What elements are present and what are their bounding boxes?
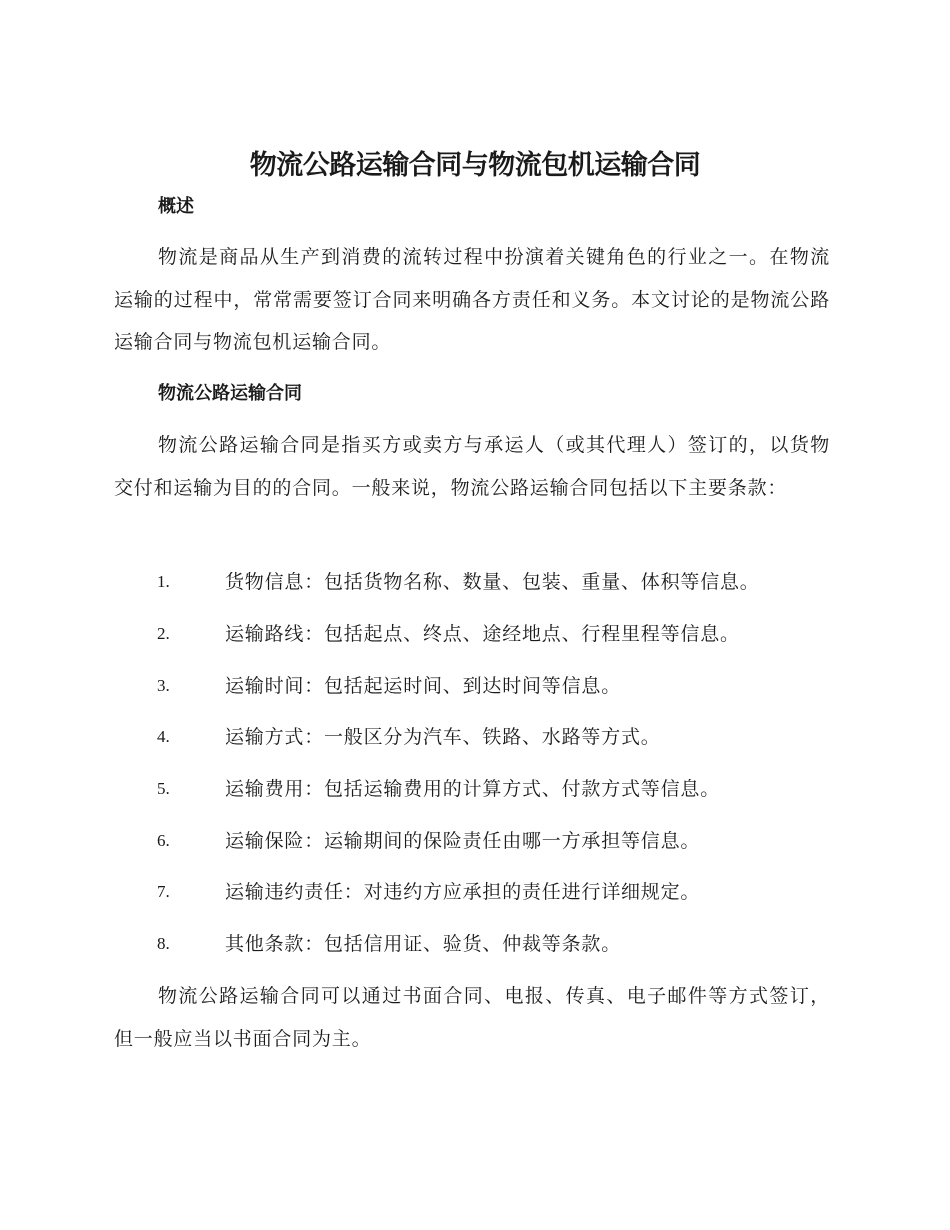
- list-item: [0, 619, 950, 649]
- list-item-number: 8.: [157, 934, 170, 953]
- list-item-text: 运输保险：运输期间的保险责任由哪一方承担等信息。: [225, 830, 701, 852]
- list-item-number: 1.: [157, 572, 170, 591]
- section-heading-overview: 概述: [158, 196, 194, 217]
- list-item-number: 6.: [157, 831, 170, 850]
- list-item: [0, 826, 950, 856]
- list-item-number: 2.: [157, 624, 170, 643]
- list-item-number: 4.: [157, 727, 170, 746]
- list-item-number: 3.: [157, 676, 170, 695]
- list-item: [0, 877, 950, 907]
- list-item: [0, 774, 950, 804]
- list-item-number: 7.: [157, 882, 170, 901]
- list-item-text: 运输路线：包括起点、终点、途经地点、行程里程等信息。: [225, 623, 740, 645]
- list-item-text: 运输时间：包括起运时间、到达时间等信息。: [225, 675, 622, 697]
- list-item-text: 运输方式：一般区分为汽车、铁路、水路等方式。: [225, 726, 661, 748]
- list-item-text: 其他条款：包括信用证、验货、仲裁等条款。: [225, 933, 622, 955]
- section-heading-road-transport: 物流公路运输合同: [158, 383, 302, 404]
- list-item-text: 运输费用：包括运输费用的计算方式、付款方式等信息。: [225, 778, 721, 800]
- road-transport-intro: 物流公路运输合同是指买方或卖方与承运人（或其代理人）签订的，以货物交付和运输为目的的合同。一般来说，物流公路运输合同包括以下主要条款：: [114, 434, 830, 499]
- list-item-text: 运输违约责任：对违约方应承担的责任进行详细规定。: [225, 881, 701, 903]
- document-title: 物流公路运输合同与物流包机运输合同: [249, 150, 701, 181]
- list-item: [0, 722, 950, 752]
- list-item: [0, 929, 950, 959]
- list-item: [0, 671, 950, 701]
- list-item: [0, 567, 950, 597]
- list-item-number: 5.: [157, 779, 170, 798]
- list-item-text: 货物信息：包括货物名称、数量、包装、重量、体积等信息。: [225, 571, 760, 593]
- overview-paragraph: 物流是商品从生产到消费的流转过程中扮演着关键角色的行业之一。在物流运输的过程中，常常需要签订合同来明确各方责任和义务。本文讨论的是物流公路运输合同与物流包机运输合同。: [114, 246, 830, 353]
- road-transport-closing: 物流公路运输合同可以通过书面合同、电报、传真、电子邮件等方式签订，但一般应当以书面合同为主。: [114, 985, 830, 1050]
